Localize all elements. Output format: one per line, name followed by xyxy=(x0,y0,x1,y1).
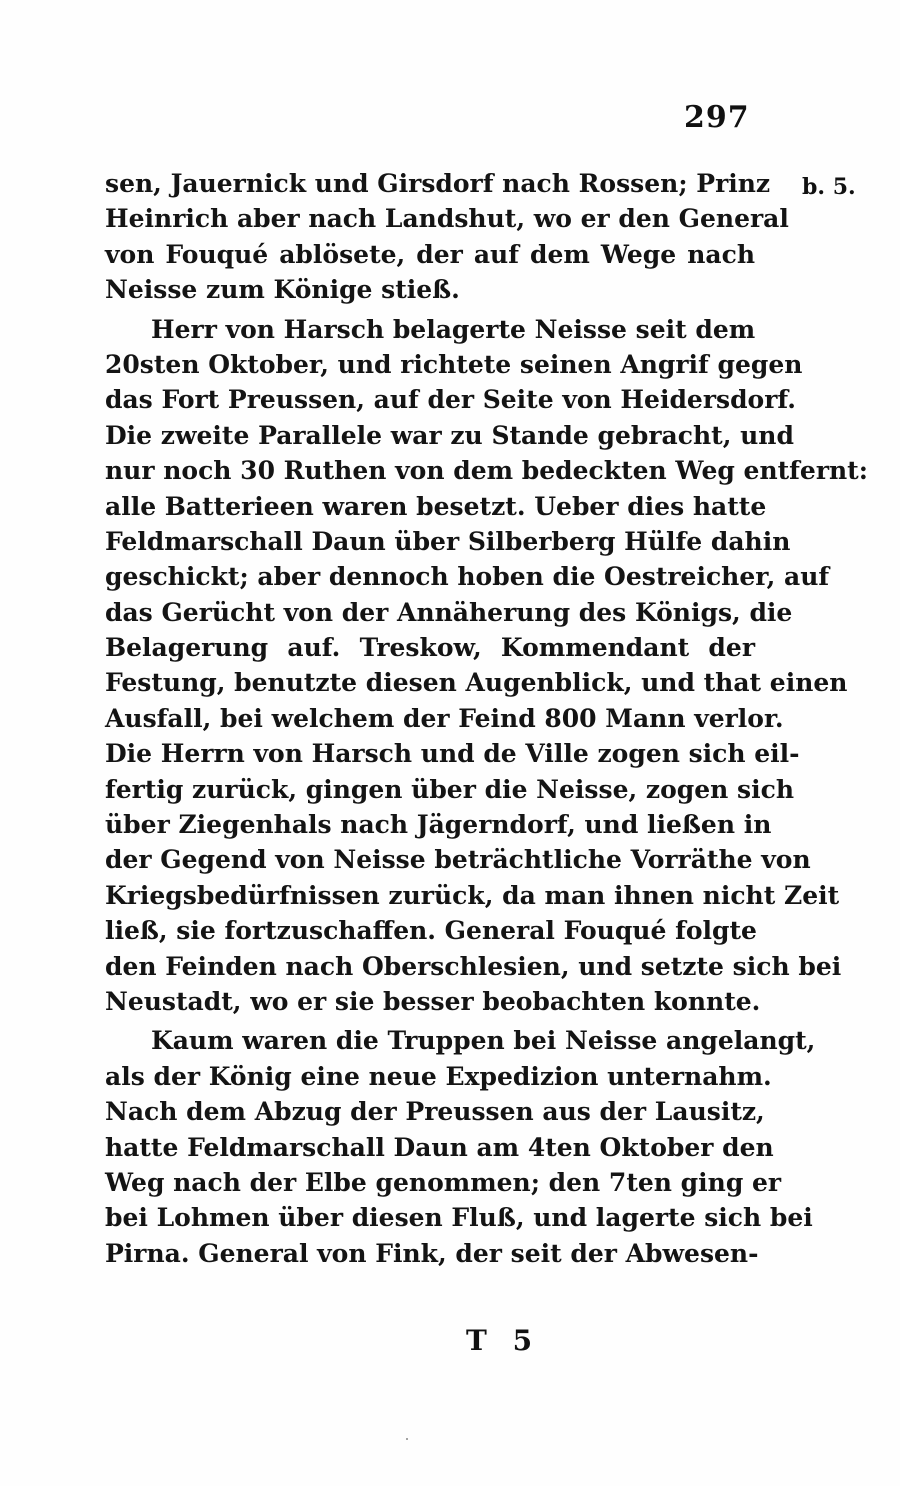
text-line: das Fort Preussen, auf der Seite von Heidersdorf. xyxy=(105,385,796,415)
text-line: Die zweite Parallele war zu Stande gebracht, und xyxy=(105,420,794,450)
page-number: 297 xyxy=(684,100,750,135)
text-line: Die Herrn von Harsch und de Ville zogen sich eil- xyxy=(105,739,800,769)
text-line: über Ziegenhals nach Jägerndorf, und ließen in xyxy=(105,810,772,840)
text-line: Herr von Harsch belagerte Neisse seit dem xyxy=(151,314,756,344)
text-line: alle Batterieen waren besetzt. Ueber dies hatte xyxy=(105,491,767,521)
text-line: Neustadt, wo er sie besser beobachten konnte. xyxy=(105,986,761,1016)
text-line: geschickt; aber dennoch hoben die Oestreicher, auf xyxy=(105,562,830,592)
text-line: fertig zurück, gingen über die Neisse, zogen sich xyxy=(105,774,795,804)
text-line: 20sten Oktober, und richtete seinen Angrif gegen xyxy=(105,349,803,379)
text-line: Pirna. General von Fink, der seit der Abwesen- xyxy=(105,1238,759,1268)
text-line: das Gerücht von der Annäherung des Königs, die xyxy=(105,597,793,627)
text-line: Festung, benutzte diesen Augenblick, und that einen xyxy=(105,668,848,698)
text-line: hatte Feldmarschall Daun am 4ten Oktober den xyxy=(105,1132,774,1162)
text-line: sen, Jauernick und Girsdorf nach Rossen; Prinz xyxy=(105,169,771,198)
text-line: ließ, sie fortzuschaffen. General Fouqué folgte xyxy=(105,916,757,946)
text-line: Kaum waren die Truppen bei Neisse angelangt, xyxy=(151,1026,816,1056)
text-line: Kriegsbedürfnissen zurück, da man ihnen nicht Zeit xyxy=(105,880,840,910)
text-line: nur noch 30 Ruthen von dem bedeckten Weg entfernt: xyxy=(105,456,868,486)
text-line: Weg nach der Elbe genommen; den 7ten ging er xyxy=(105,1167,782,1197)
text-line: als der König eine neue Expedizion unternahm. xyxy=(105,1061,772,1091)
text-line: Feldmarschall Daun über Silberberg Hülfe dahin xyxy=(105,526,791,556)
text-line: von Fouqué ablösete, der auf dem Wege nach xyxy=(105,239,755,269)
signature-mark: T 5 xyxy=(466,1324,541,1357)
margin-note: b. 5. xyxy=(802,174,856,200)
text-line: bei Lohmen über diesen Fluß, und lagerte sich bei xyxy=(105,1203,813,1233)
text-line: Nach dem Abzug der Preussen aus der Lausitz, xyxy=(105,1097,765,1127)
paper-speck xyxy=(406,1438,408,1440)
text-line: Neisse zum Könige stieß. xyxy=(105,275,460,305)
text-line: Ausfall, bei welchem der Feind 800 Mann verlor. xyxy=(105,703,784,733)
text-line: den Feinden nach Oberschlesien, und setzte sich bei xyxy=(105,951,842,981)
text-line: Heinrich aber nach Landshut, wo er den General xyxy=(105,204,789,234)
text-line: Belagerung auf. Treskow, Kommendant der xyxy=(105,633,755,663)
text-line: der Gegend von Neisse beträchtliche Vorräthe von xyxy=(105,845,811,875)
